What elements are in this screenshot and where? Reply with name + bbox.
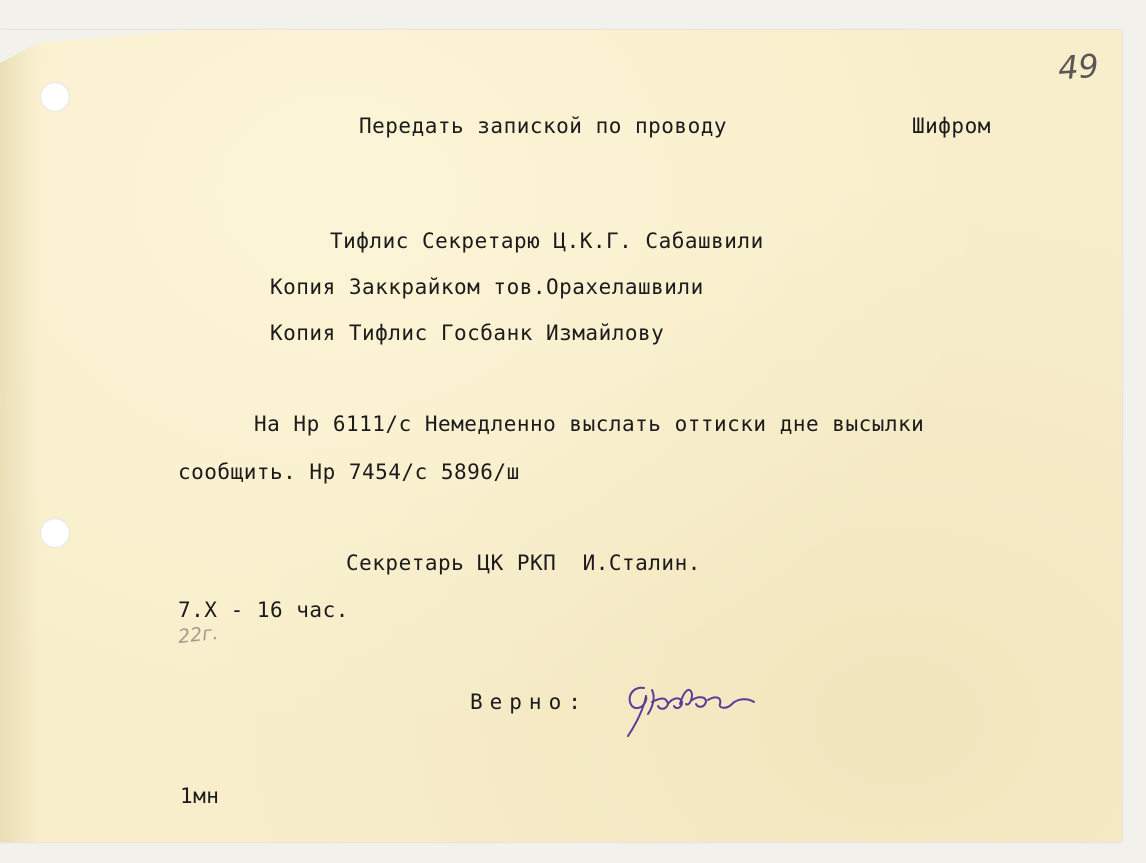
paper-sheet	[0, 30, 1122, 842]
transmission-method: Шифром	[912, 114, 991, 138]
paper-edge-shade	[0, 30, 40, 842]
body-line-1: На Нр 6111/с Немедленно выслать оттиски дне высылки	[254, 412, 925, 436]
punch-hole-bottom	[40, 518, 70, 548]
addressee-line-2: Копия Заккрайком тов.Орахелашвили	[270, 275, 704, 299]
year-pencil-note: 22г.	[176, 621, 220, 649]
punch-hole-top	[40, 82, 70, 112]
addressee-line-3: Копия Тифлис Госбанк Измайлову	[270, 321, 665, 345]
copies-count: 1мн	[180, 784, 220, 808]
body-line-2: сообщить. Нр 7454/с 5896/ш	[178, 460, 520, 484]
date-time: 7.X - 16 час.	[178, 598, 349, 622]
signature-mark	[622, 668, 762, 748]
verified-label: Верно:	[470, 690, 588, 714]
signatory-line: Секретарь ЦК РКП И.Сталин.	[346, 551, 701, 575]
transmission-instruction: Передать запиской по проводу	[359, 114, 728, 138]
addressee-line-1: Тифлис Секретарю Ц.К.Г. Сабашвили	[330, 229, 764, 253]
page-number: 49	[1056, 46, 1100, 88]
